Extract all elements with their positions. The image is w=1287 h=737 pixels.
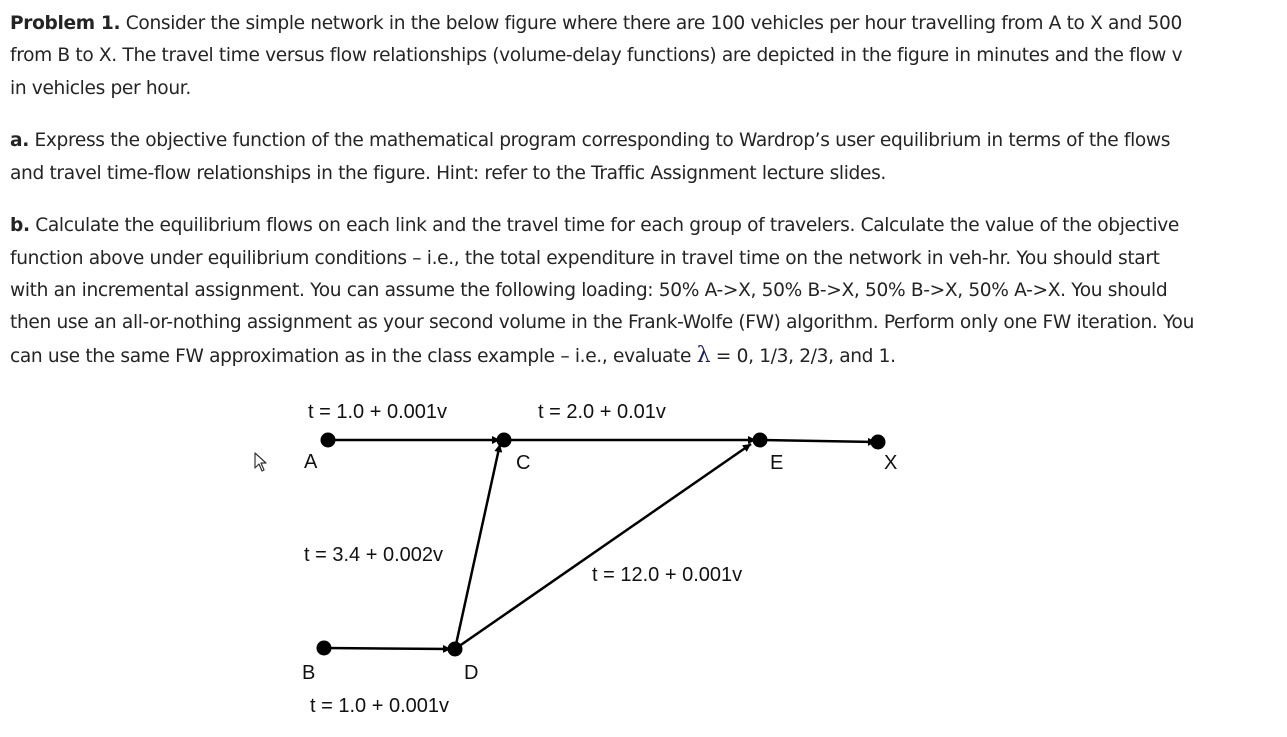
mouse-pointer-icon [254, 452, 268, 472]
node-label-c: C [516, 452, 531, 474]
link-d-e [455, 444, 751, 649]
part-b-paragraph [10, 210, 1200, 372]
node-b [317, 641, 332, 656]
node-label-x: X [884, 452, 898, 474]
link-b-d [326, 648, 451, 649]
label-link-b-d: t = 1.0 + 0.001v [310, 695, 449, 717]
lambda-symbol: λ [696, 342, 711, 368]
node-label-b: B [302, 662, 316, 684]
node-label-d: D [464, 662, 479, 684]
label-link-d-c: t = 3.4 + 0.002v [304, 544, 443, 566]
node-label-a: A [304, 451, 318, 473]
part-a-text: Express the objective function of the mathematical program corresponding to Wardrop’s user equilibrium in terms of the flows and travel time-flow relationships in the figure. Hint: refer to the Traffic Assignment lecture slides. [10, 130, 1171, 184]
label-link-d-e: t = 12.0 + 0.001v [592, 564, 743, 586]
label-link-c-e: t = 2.0 + 0.01v [538, 401, 666, 423]
problem-1-text: Consider the simple network in the below figure where there are 100 vehicles per hour travelling from A to X and 500 from B to X. The travel time versus flow relationships (volume-delay functions) are depicted in the figure in minutes and the flow v in vehicles per hour. [10, 13, 1183, 99]
problem-1-heading: Problem 1. [10, 13, 121, 34]
node-d [448, 642, 463, 657]
label-link-a-c: t = 1.0 + 0.001v [308, 401, 447, 423]
link-d-c [455, 444, 500, 649]
part-b-heading: b. [10, 215, 30, 237]
node-c [497, 433, 512, 448]
node-e [753, 433, 768, 448]
network-figure [230, 390, 930, 730]
problem-1-paragraph [10, 8, 1200, 105]
node-x [871, 435, 886, 450]
part-a-paragraph [10, 125, 1200, 190]
link-e-x [760, 440, 876, 442]
part-b-text-end: = 0, 1/3, 2/3, and 1. [710, 345, 896, 367]
node-label-e: E [770, 452, 784, 474]
part-b-text: Calculate the equilibrium flows on each link and the travel time for each group of travelers. Calculate the value of the objective function above under equilibrium conditions – i.e., the total expenditure in travel time on the network in veh-hr. You should start with an incremental assignment. You can assume the following loading: 50% A->X, 50% B->X, 50% B->X, 50% A->X. You should then use an all-or-nothing assignment as your second volume in the Frank-Wolfe (FW) algorithm. Perform only one FW iteration. You can use the same FW approximation as in the class example – i.e., evaluate [10, 215, 1194, 367]
part-a-heading: a. [10, 130, 29, 152]
node-a [321, 433, 336, 448]
problem-text [10, 8, 1200, 373]
